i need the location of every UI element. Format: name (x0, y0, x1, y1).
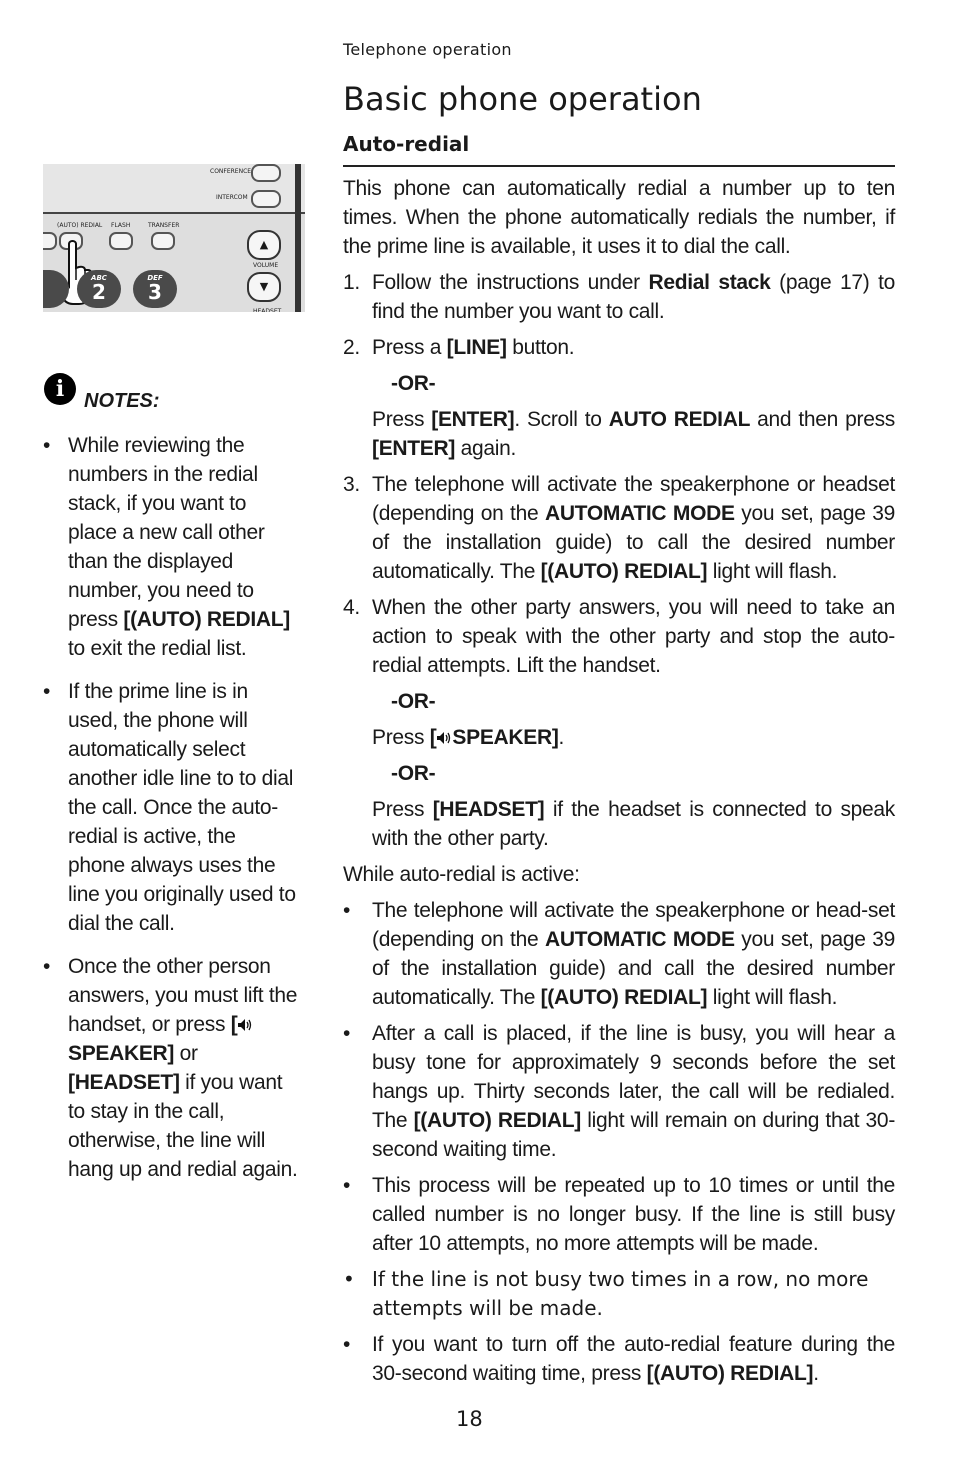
info-icon: i (44, 373, 76, 405)
volume-up-button: ▲ (247, 230, 281, 260)
or-separator: -OR- (391, 372, 436, 395)
notes-title: NOTES: (84, 390, 160, 412)
headset-label: HEADSET (253, 308, 282, 312)
note-item: • While reviewing the numbers in the redial stack, if you want to place a new call other than the displayed number, you need to press [(AUTO) REDIAL] to exit the redial list. (43, 434, 290, 660)
while-active-label: While auto-redial is active: (343, 863, 580, 886)
conference-button (251, 164, 281, 182)
volume-label: VOLUME (253, 262, 279, 269)
page-number: 18 (456, 1407, 483, 1431)
or-separator: -OR- (391, 762, 436, 785)
transfer-label: TRANSFER (148, 222, 180, 229)
list-item: • After a call is placed, if the line is busy, you will hear a busy tone for approximately 9 seconds before the set hangs up. Thirty seconds later, the call will be redialed. The [(AUTO) REDIAL] light will remain on during that 30-second waiting time. (343, 1022, 896, 1161)
step-1: 1. Follow the instructions under Redial stack (page 17) to find the number you want to call. (343, 271, 896, 323)
intercom-button (251, 190, 281, 208)
keypad-key-2: ABC 2 (77, 270, 121, 308)
list-item: • If the line is not busy two times in a row, no more attempts will be made. (343, 1267, 869, 1320)
heading-rule (343, 165, 895, 167)
step-3: 3. The telephone will activate the speakerphone or headset (depending on the AUTOMATIC MODE you set, page 39 of the installation guide) to call the desired number automatically. The [(AUTO) REDIAL] light will flash. (343, 473, 895, 583)
while-active-list (343, 896, 895, 1388)
step-2: 2. Press a [LINE] button. -OR- Press [ENTER]. Scroll to AUTO REDIAL and then press [ENTER] again. (343, 336, 895, 460)
phone-keypad-illustration (43, 164, 305, 312)
intercom-label: INTERCOM (216, 194, 248, 201)
list-item: • The telephone will activate the speakerphone or head-set (depending on the AUTOMATIC MODE you set, page 39 of the installation guide) and call the desired number automatically. The [(AUTO) REDIAL] light will flash. (343, 899, 895, 1009)
flash-label: FLASH (111, 222, 131, 229)
main-content (343, 174, 895, 1395)
speaker-icon (237, 1018, 253, 1032)
page-title: Basic phone operation (343, 80, 702, 118)
step-4: 4. When the other party answers, you will need to take an action to speak with the other party and stop the auto-redial attempts. Lift the handset. -OR- Press [ SPEAKER]. -OR- Press [HEADSET] if the headset is connected to speak with the other party. (343, 596, 895, 850)
list-item: • This process will be repeated up to 10 times or until the called number is no longer busy. If the line is still busy after 10 attempts, no more attempts will be made. (343, 1174, 895, 1255)
keypad-key-3: DEF 3 (133, 270, 177, 308)
note-item: • If the prime line is in used, the phone will automatically select another idle line to to dial the call. Once the auto-redial is active, the phone always uses the line you originally used to dial the call. (43, 680, 296, 935)
flash-button (109, 232, 133, 250)
partial-button (43, 232, 57, 250)
notes-list (43, 431, 298, 1198)
or-separator: -OR- (391, 690, 436, 713)
steps-list (343, 268, 895, 853)
section-label: Telephone operation (343, 40, 512, 59)
conference-label: CONFERENCE (210, 168, 252, 175)
intro-paragraph: This phone can automatically redial a number up to ten times. When the phone automatically redials the number, if the prime line is available, it uses it to dial the call. (343, 177, 895, 258)
speaker-icon (436, 731, 452, 745)
subhead-auto-redial: Auto-redial (343, 132, 470, 156)
volume-down-button: ▼ (247, 272, 281, 302)
transfer-button (151, 232, 175, 250)
list-item: • If you want to turn off the auto-redial feature during the 30-second waiting time, press [(AUTO) REDIAL]. (343, 1333, 895, 1385)
note-item: • Once the other person answers, you must lift the handset, or press [SPEAKER] or [HEADSET] if you want to stay in the call, otherwise, the line will hang up and redial again. (43, 955, 298, 1181)
phone-edge (295, 164, 301, 312)
auto-redial-label: (AUTO) REDIAL (57, 222, 103, 229)
